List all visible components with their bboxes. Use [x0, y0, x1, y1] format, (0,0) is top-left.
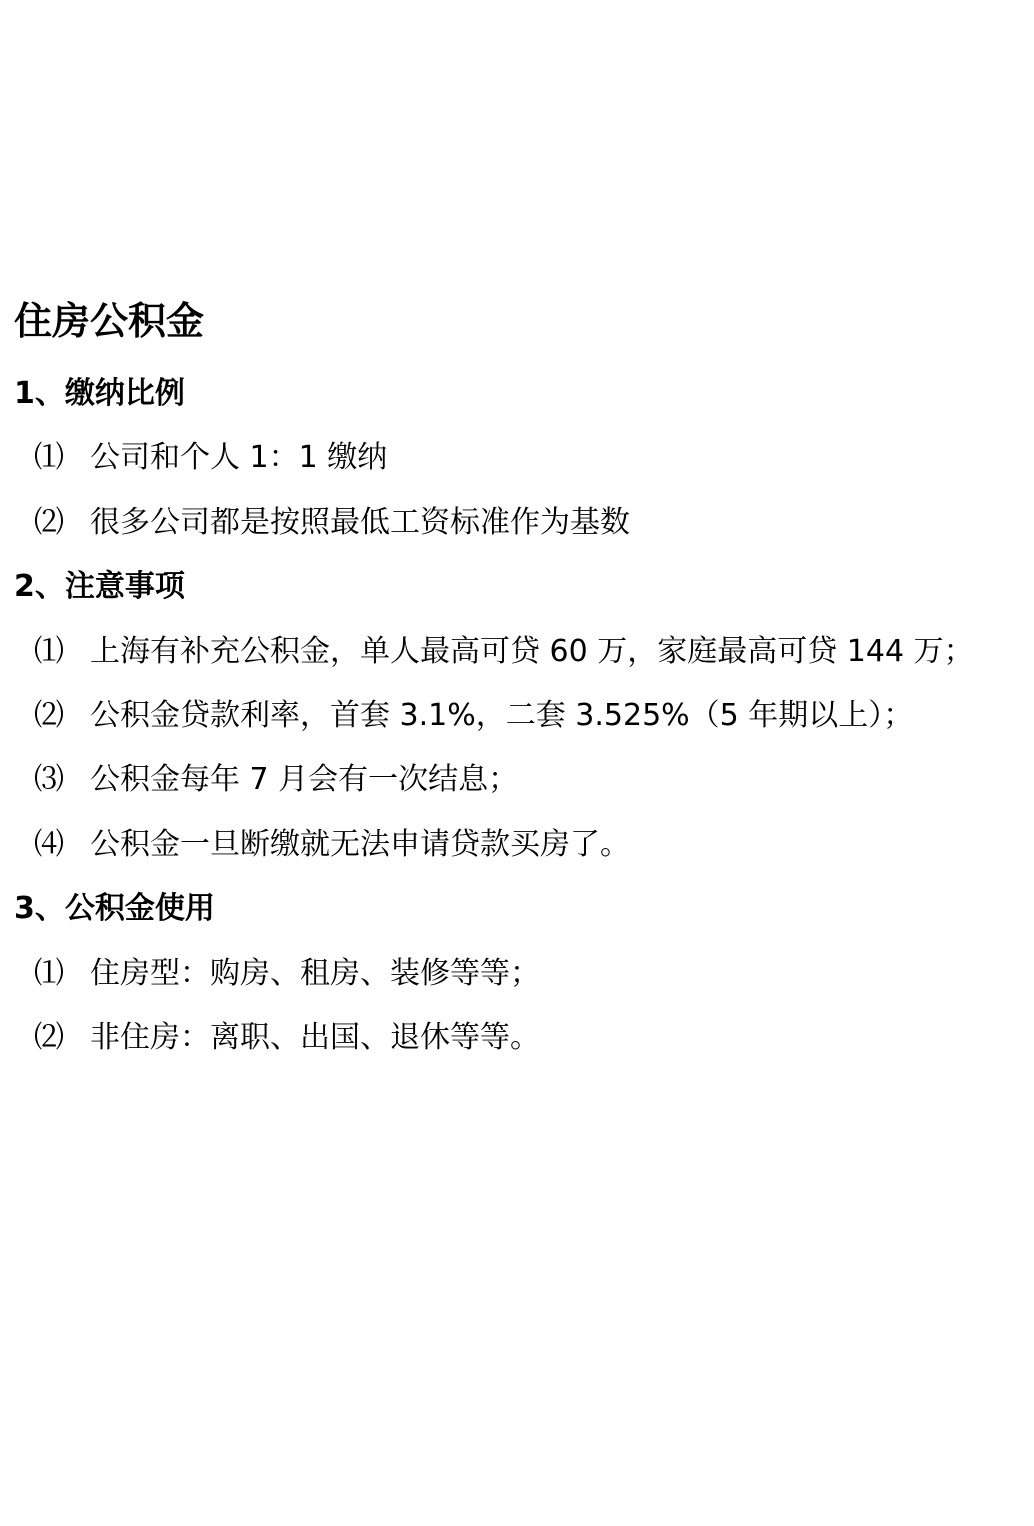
section-heading-contribution-ratio: 1、缴纳比例	[14, 376, 185, 411]
section-heading-notes: 2、注意事项	[14, 569, 185, 604]
item-text: 住房型：购房、租房、装修等等；	[90, 956, 540, 991]
list-item	[34, 1017, 540, 1059]
item-number: ⑴	[34, 440, 64, 475]
item-text: 很多公司都是按照最低工资标准作为基数	[90, 505, 630, 540]
list-item	[34, 824, 630, 866]
section-heading-usage: 3、公积金使用	[14, 891, 215, 926]
item-number: ⑷	[34, 827, 64, 862]
item-number: ⑴	[34, 956, 64, 991]
item-text: 上海有补充公积金，单人最高可贷 60 万，家庭最高可贷 144 万；	[90, 634, 974, 669]
list-item	[34, 953, 540, 995]
list-item	[34, 759, 518, 801]
list-item	[34, 437, 387, 479]
item-text: 公积金一旦断缴就无法申请贷款买房了。	[90, 827, 630, 862]
list-item	[34, 695, 913, 737]
list-item	[34, 502, 630, 544]
item-number: ⑴	[34, 634, 64, 669]
item-text: 公积金每年 7 月会有一次结息；	[90, 762, 519, 797]
item-text: 非住房：离职、出国、退休等等。	[90, 1020, 540, 1055]
item-text: 公积金贷款利率，首套 3.1%，二套 3.525%（5 年期以上）；	[90, 698, 914, 733]
document-title: 住房公积金	[14, 299, 205, 343]
item-text: 公司和个人 1：1 缴纳	[90, 440, 388, 475]
item-number: ⑶	[34, 762, 64, 797]
item-number: ⑵	[34, 698, 64, 733]
list-item	[34, 631, 974, 673]
item-number: ⑵	[34, 505, 64, 540]
item-number: ⑵	[34, 1020, 64, 1055]
